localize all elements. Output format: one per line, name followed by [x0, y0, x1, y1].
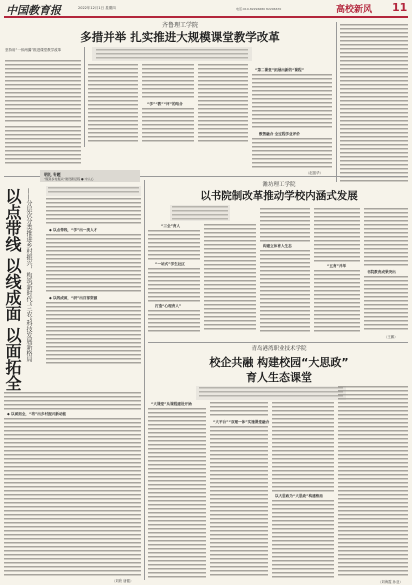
section-name: 高校新风 — [336, 5, 373, 15]
article4-author: （刘海霞 孙亚） — [378, 580, 403, 584]
column-title: “服务乡村振兴”建设新征程 ● 中人心 — [44, 177, 94, 181]
article1-sidebar-title: 坚持用“一体两翼”推进课堂教学改革 — [5, 48, 62, 52]
page-number: 11 — [392, 1, 408, 14]
article4-subhead-3: 以大思政为“大思政”构建格局 — [275, 494, 323, 498]
article1-subhead-1: “学”“教”“评”的结合 — [147, 102, 183, 106]
article1-subhead-2: “第二课堂”拓展出新的“课程” — [255, 68, 304, 72]
article4-subhead-2: “大平台”“双理一体”实施课堂融合 — [213, 420, 270, 424]
article2-kicker: 潍坊理工学院 — [262, 182, 296, 188]
article2-subhead-6: 书院教育成果突出 — [367, 270, 396, 274]
article3-subhead-1: ◆ 以点带线，“学”出一类人才 — [49, 228, 98, 232]
paper-name: 中国教育报 — [6, 4, 61, 17]
article1-subhead-3: 数智融合 全过程学业评价 — [259, 132, 300, 136]
article2-subhead-3: 打造“心理育人” — [155, 304, 182, 308]
masthead — [4, 2, 408, 18]
column-label: 明礼 专题 — [44, 172, 61, 177]
article3-subhead-3: ◆ 以面拓全，“培”出乡村振兴新动能 — [7, 412, 67, 416]
contact-info: 电话:010-82296680 82296670 — [236, 7, 282, 11]
article3-subtitle: ——分层次分类推进乡村振兴，构筑新时代“三农”科技发展新格局 — [25, 188, 32, 363]
article3-subhead-2: ◆ 以线成面，“研”出百部资源 — [49, 296, 98, 300]
article1-kicker: 齐鲁理工学院 — [161, 22, 198, 29]
article2-subhead-1: “三全”育人 — [161, 224, 181, 228]
article2-headline: 以书院制改革推动学校内涵式发展 — [200, 190, 358, 202]
article2-subhead-2: “一站式”学生社区 — [155, 262, 185, 266]
article2-subhead-5: “五育”并举 — [327, 264, 347, 268]
article2-subhead-4: 构建立体育人生态 — [263, 244, 292, 248]
article4-subhead-1: “大课堂”从课程建设开始 — [151, 402, 192, 406]
article1-author: （赵振华） — [306, 171, 323, 175]
article4-kicker: 青岛港湾职业技术学院 — [251, 346, 307, 352]
issue-info: 2022年12月1日 星期四 — [78, 6, 116, 10]
article4-headline-line2: 育人生态课堂 — [246, 371, 312, 384]
article2-author: （王鹏） — [384, 335, 398, 339]
article4-headline-line1: 校企共融 构建校园“大思政” — [209, 356, 349, 369]
article3-author: （刘欣 唐健） — [112, 579, 134, 583]
article1-headline: 多措并举 扎实推进大规模课堂教学改革 — [80, 30, 280, 44]
article3-title: 以点带线 以线成面 以面拓全 — [3, 188, 22, 392]
